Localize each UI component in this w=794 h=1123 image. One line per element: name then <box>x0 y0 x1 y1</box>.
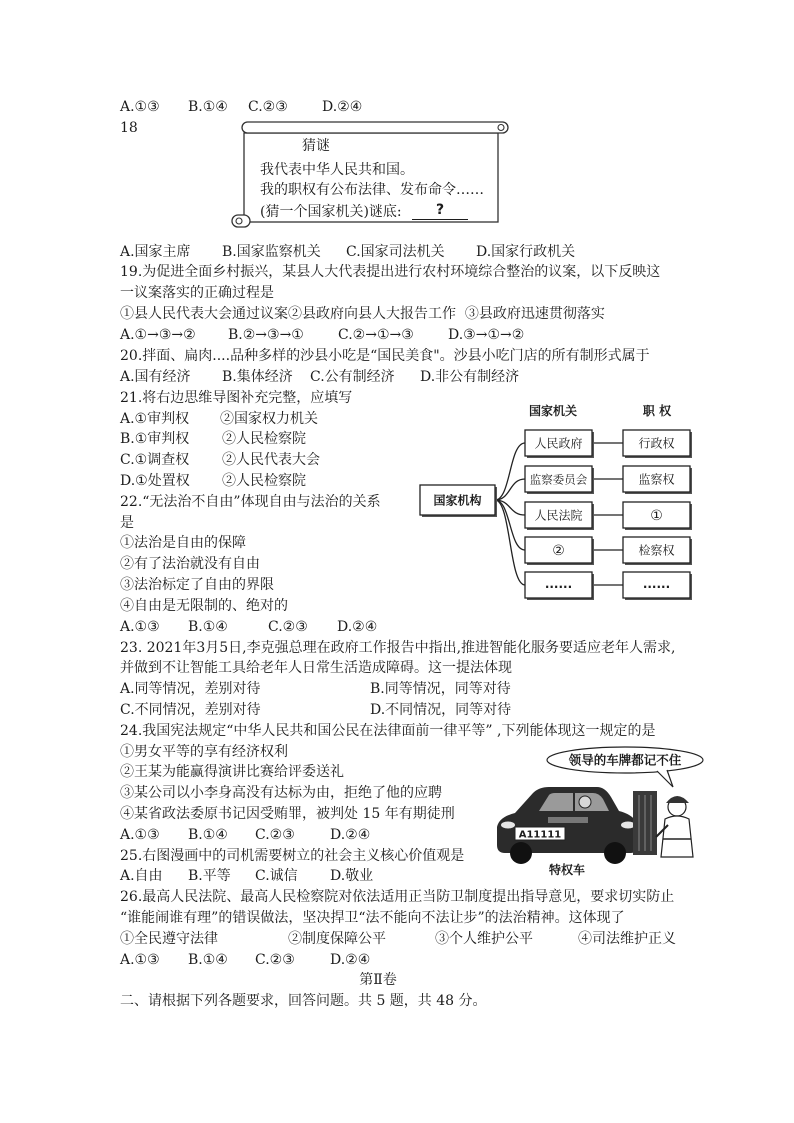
organ-label: ② <box>552 543 565 559</box>
q21-option-d-second: ②人民检察院 <box>222 473 306 489</box>
diagram-header-power: 职 权 <box>642 404 672 418</box>
q26-option-a: A.①③ <box>120 952 160 968</box>
car-wheel-right <box>604 842 626 864</box>
q18-option-b: B.国家监察机关 <box>222 244 321 260</box>
organ-label: 人民政府 <box>534 436 583 451</box>
q26-item-1: ①全民遵守法律 <box>120 931 218 947</box>
power-label: 检察权 <box>638 543 675 558</box>
q25-stem: 25.右图漫画中的司机需要树立的社会主义核心价值观是 <box>120 848 465 864</box>
q19-stem-line-1: 19.为促进全面乡村振兴，某县人大代表提出进行农村环境综合整治的议案，以下反映这 <box>120 264 661 280</box>
q21-option-d: D.①处置权 <box>120 473 190 489</box>
q19-option-a: A.①→③→② <box>120 327 196 343</box>
q18-option-a: A.国家主席 <box>120 244 191 260</box>
q24-option-d: D.②④ <box>330 827 371 843</box>
organ-label: 监察委员会 <box>529 472 588 487</box>
state-organs-mind-map <box>405 398 705 610</box>
q26-option-b: B.①④ <box>188 952 228 968</box>
riddle-line-1: 我代表中华人民共和国。 <box>260 162 414 178</box>
q20-option-b: B.集体经济 <box>222 369 293 385</box>
q26-option-c: C.②③ <box>255 952 295 968</box>
q22-option-c: C.②③ <box>268 619 308 635</box>
cartoon-caption: 特权车 <box>548 863 586 877</box>
diagram-header-organ: 国家机关 <box>528 404 578 418</box>
q21-option-c-second: ②人民代表大会 <box>222 452 320 468</box>
q18-option-d: D.国家行政机关 <box>476 244 576 260</box>
q21-option-c: C.①调查权 <box>120 452 190 468</box>
q18-number: 18 <box>120 120 138 136</box>
q24-item-4: ④某省政法委原书记因受贿罪，被判处 15 年有期徒刑 <box>120 806 455 822</box>
q25-option-d: D.敬业 <box>330 868 374 884</box>
riddle-answer-blank: ? <box>412 200 468 220</box>
root-label: 国家机构 <box>433 493 482 508</box>
part-title: 第Ⅱ卷 <box>359 972 397 988</box>
car-headlight-right <box>621 822 635 829</box>
q17-option-d: D.②④ <box>322 99 363 115</box>
car-headlight-left <box>501 822 515 829</box>
connector-line <box>495 500 525 585</box>
q26-option-d: D.②④ <box>330 952 371 968</box>
q22-item-2: ②有了法治就没有自由 <box>120 556 260 572</box>
power-label: 行政权 <box>638 436 675 451</box>
privilege-car-cartoon <box>493 745 707 877</box>
q24-option-c: C.②③ <box>255 827 295 843</box>
q23-option-c: C.不同情况，差别对待 <box>120 702 261 718</box>
q21-option-b: B.①审判权 <box>120 431 190 447</box>
car-wheel-left <box>510 842 532 864</box>
q22-option-d: D.②④ <box>337 619 378 635</box>
connector-line <box>495 443 525 500</box>
q19-option-d: D.③→①→② <box>448 327 525 343</box>
guard-cap <box>666 796 689 803</box>
q17-option-c: C.②③ <box>248 99 288 115</box>
q17-option-a: A.①③ <box>120 99 160 115</box>
q23-option-b: B.同等情况，同等对待 <box>370 681 511 697</box>
q24-item-3: ③某公司以小李身高没有达标为由，拒绝了他的应聘 <box>120 785 442 801</box>
q26-item-4: ④司法维护正义 <box>578 931 676 947</box>
q25-option-c: C.诚信 <box>255 868 298 884</box>
q26-stem-line-1: 26.最高人民法院、最高人民检察院对依法适用正当防卫制度提出指导意见，要求切实防止 <box>120 889 675 905</box>
q20-option-d: D.非公有制经济 <box>420 369 520 385</box>
q26-item-2: ②制度保障公平 <box>288 931 386 947</box>
q22-item-1: ①法治是自由的保障 <box>120 535 246 551</box>
scroll-bottom-roll <box>232 215 250 227</box>
q24-item-1: ①男女平等的享有经济权利 <box>120 744 288 760</box>
riddle-title: 猜谜 <box>302 138 330 154</box>
q24-item-2: ②王某为能赢得演讲比赛给评委送礼 <box>120 764 344 780</box>
q17-option-b: B.①④ <box>188 99 228 115</box>
q22-option-b: B.①④ <box>188 619 228 635</box>
q21-option-a: A.①审判权 <box>120 411 190 427</box>
q26-item-3: ③个人维护公平 <box>435 931 533 947</box>
q19-items: ①县人民代表大会通过议案②县政府向县人大报告工作 ③县政府迅速贯彻落实 <box>120 306 605 322</box>
q21-option-b-second: ②人民检察院 <box>222 431 306 447</box>
q25-option-a: A.自由 <box>120 868 163 884</box>
q22-stem-line-2: 是 <box>120 515 134 531</box>
power-label: ① <box>650 508 663 524</box>
q23-stem-line-2: 并做到不让智能工具给老年人日常生活造成障碍。这一提法体现 <box>120 660 512 676</box>
q21-stem: 21.将右边思维导图补充完整，应填写 <box>120 390 353 406</box>
q24-option-b: B.①④ <box>188 827 228 843</box>
q19-option-b: B.②→③→① <box>228 327 304 343</box>
guard-body <box>661 816 693 857</box>
q26-stem-line-2: “谁能闹谁有理”的错误做法，坚决捍卫“法不能向不法让步”的法治精神。这体现了 <box>120 910 625 926</box>
speech-bubble-tail <box>657 770 673 787</box>
q22-item-3: ③法治标定了自由的界限 <box>120 577 274 593</box>
q22-item-4: ④自由是无限制的、绝对的 <box>120 598 288 614</box>
organ-label: ...... <box>544 577 573 591</box>
power-label: 监察权 <box>638 472 675 487</box>
q23-option-d: D.不同情况，同等对待 <box>370 702 512 718</box>
q19-stem-line-2: 一议案落实的正确过程是 <box>120 285 274 301</box>
q25-option-b: B.平等 <box>188 868 231 884</box>
license-plate-number: A11111 <box>518 829 562 841</box>
scroll-top-roll <box>242 122 508 133</box>
q20-stem: 20.拌面、扁肉....品种多样的沙县小吃是“国民美食"。沙县小吃门店的所有制形式属于 <box>120 348 650 364</box>
q24-option-a: A.①③ <box>120 827 160 843</box>
q20-option-c: C.公有制经济 <box>310 369 395 385</box>
car-grille <box>548 817 588 823</box>
q23-option-a: A.同等情况，差别对待 <box>120 681 261 697</box>
q21-option-a-second: ②国家权力机关 <box>220 411 318 427</box>
speech-text: 领导的车牌都记不住 <box>568 752 682 768</box>
riddle-line-2: 我的职权有公布法律、发布命令…… <box>260 182 484 198</box>
section-heading: 二、请根据下列各题要求，回答问题。共 5 题，共 48 分。 <box>120 993 487 1009</box>
q19-option-c: C.②→①→③ <box>338 327 414 343</box>
q22-option-a: A.①③ <box>120 619 160 635</box>
driver-head <box>579 796 591 808</box>
connector-line <box>495 479 525 500</box>
q22-stem-line-1: 22.“无法治不自由”体现自由与法治的关系 <box>120 494 381 510</box>
organ-label: 人民法院 <box>534 508 583 523</box>
q23-stem-line-1: 23. 2021年3月5日,李克强总理在政府工作报告中指出,推进智能化服务要适应老年人需求, <box>120 640 676 656</box>
q18-option-c: C.国家司法机关 <box>346 244 445 260</box>
riddle-line-3: (猜一个国家机关)谜底: <box>260 204 402 220</box>
power-label: ...... <box>642 577 671 591</box>
q20-option-a: A.国有经济 <box>120 369 191 385</box>
q24-stem: 24.我国宪法规定“中华人民共和国公民在法律面前一律平等” ,下列能体现这一规定的是 <box>120 723 656 739</box>
